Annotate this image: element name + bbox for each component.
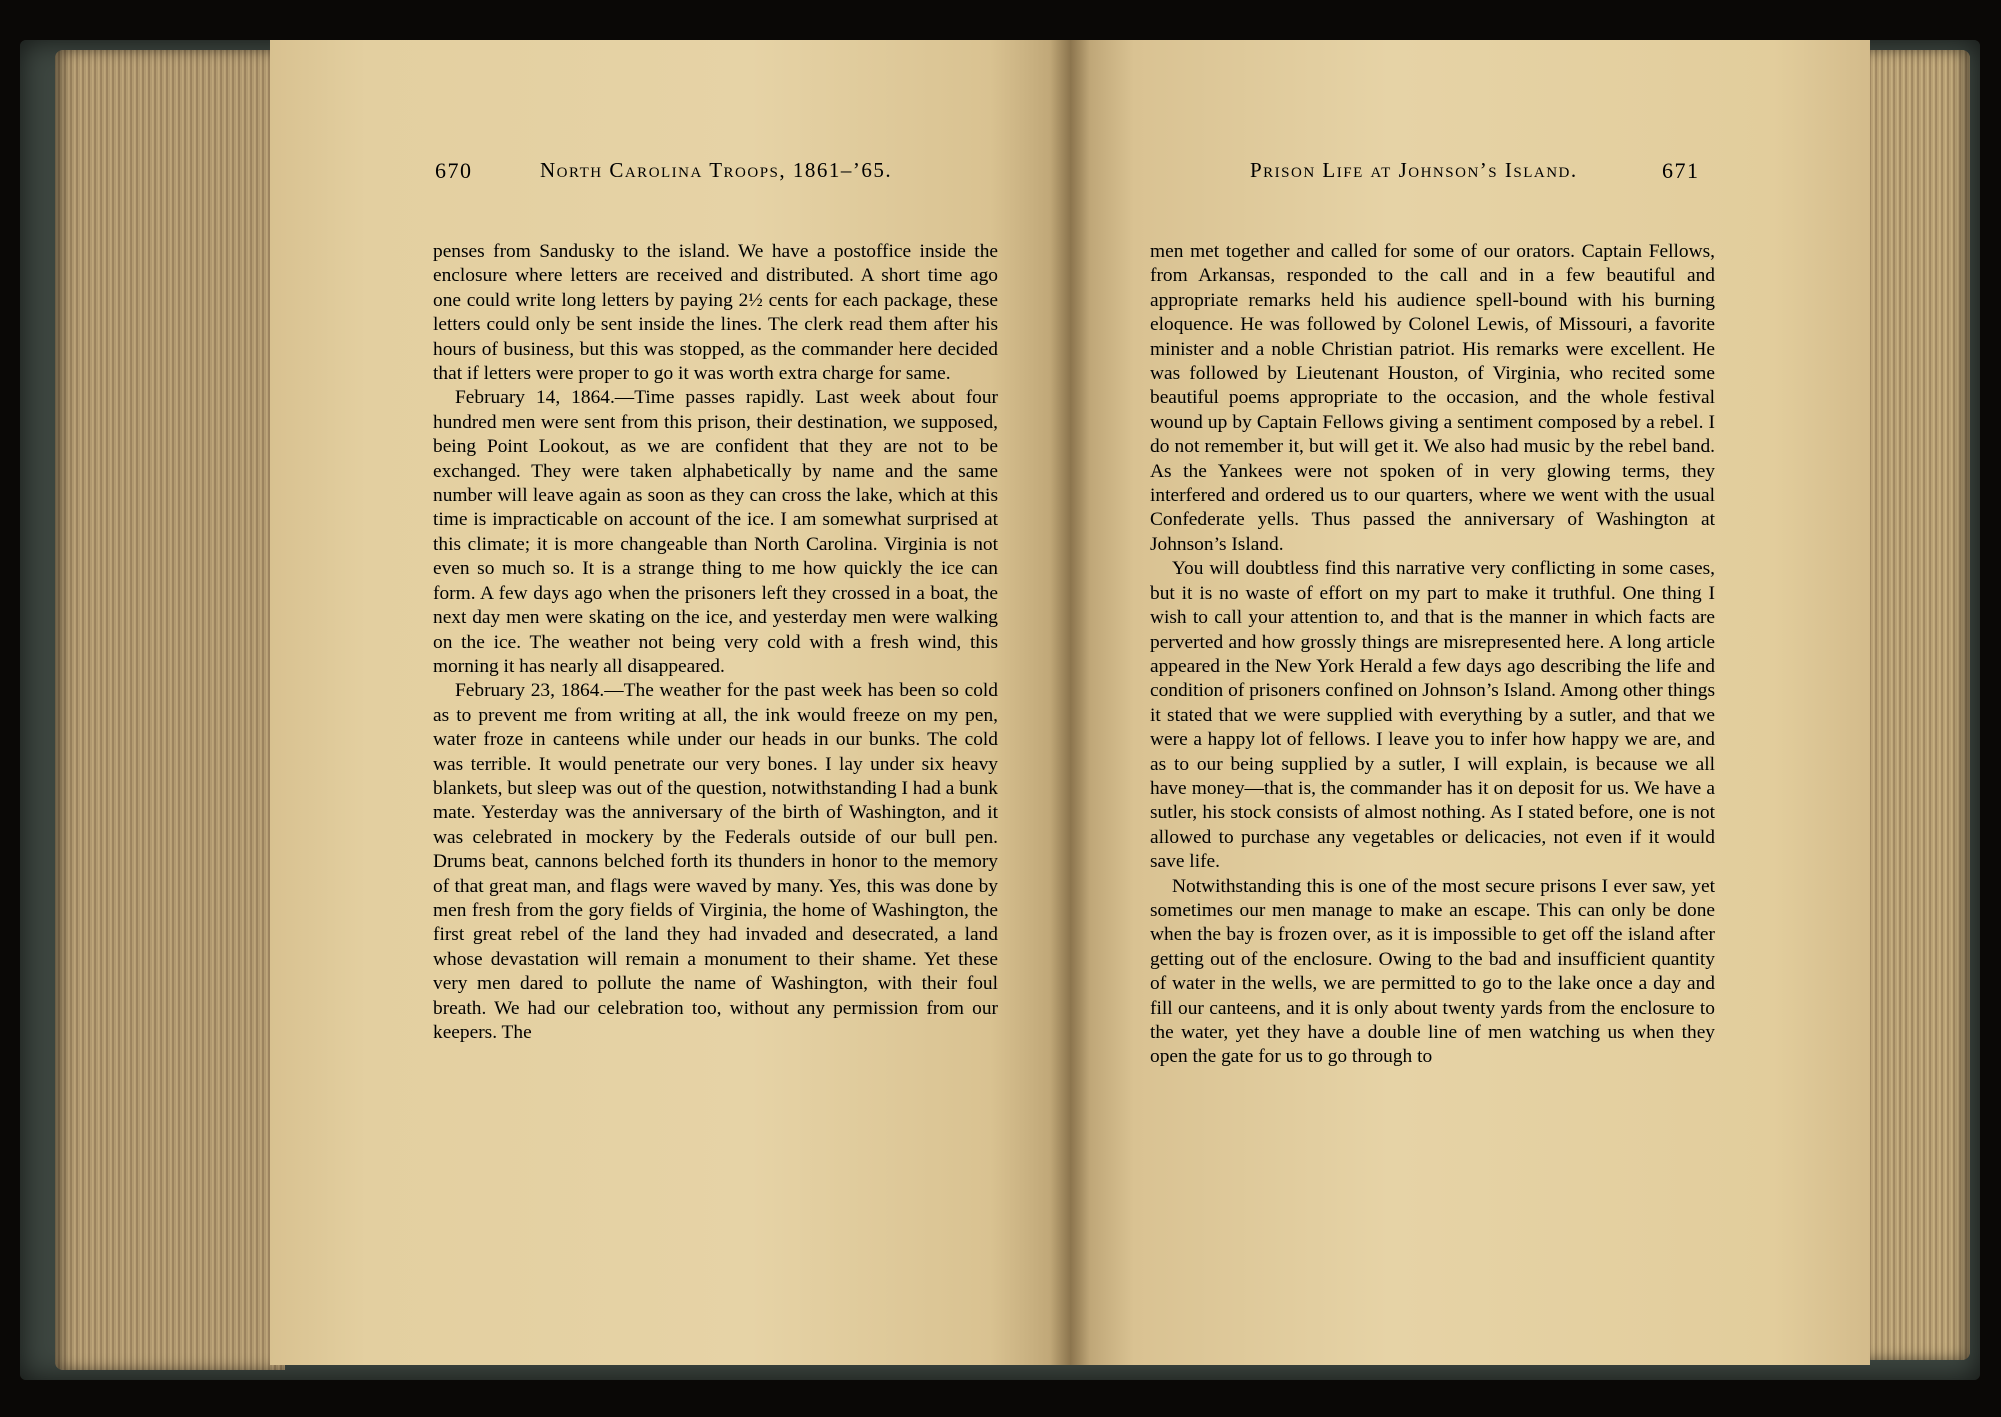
right-running-title: Prison Life at Johnson’s Island. [1250, 158, 1578, 182]
left-page-header [435, 158, 995, 194]
right-page-text [1150, 240, 1715, 1070]
left-page-text [433, 240, 998, 1045]
right-page-number: 671 [1662, 158, 1700, 183]
paragraph: February 23, 1864.—The weather for the past week has been so cold as to prevent me from writing at all, the ink would freeze on my pen, water froze in canteens while under our heads in our bunks. The cold was terrible. It would penetrate our very bones. I lay under six heavy blankets, but sleep was out of the question, notwithstanding I had a bunk mate. Yesterday was the anniversary of the birth of Washington, and it was celebrated in mockery by the Federals outside of our bull pen. Drums beat, cannons belched forth its thunders in honor to the memory of that great man, and flags were waved by many. Yes, this was done by men fresh from the gory fields of Virginia, the home of Washington, the first great rebel of the land they had invaded and desecrated, a land whose devastation will remain a monument to their shame. Yet these very men dared to pollute the name of Washington, with their foul breath. We had our celebration too, without any permission from our keepers. The [433, 680, 998, 1043]
paragraph: penses from Sandusky to the island. We have a postoffice inside the enclosure where letters are received and distributed. A short time ago one could write long letters by paying 2½ cents for each package, these letters could only be sent inside the lines. The clerk read them after his hours of business, but this was stopped, as the commander here decided that if letters were proper to go it was worth extra charge for same. [433, 241, 998, 385]
left-page-number: 670 [435, 158, 473, 183]
left-page-edges [55, 50, 285, 1370]
paragraph: February 14, 1864.—Time passes rapidly. Last week about four hundred men were sent from this prison, their destination, we supposed, being Point Lookout, as we are confident that they are not to be exchanged. They were taken alphabetically by name and the same number will leave again as soon as they can cross the lake, which at this time is impracticable on account of the ice. I am somewhat surprised at this climate; it is more changeable than North Carolina. Virginia is not even so much so. It is a strange thing to me how quickly the ice can form. A few days ago when the prisoners left they crossed in a boat, the next day men were skating on the ice, and yesterday men were walking on the ice. The weather not being very cold with a fresh wind, this morning it has nearly all disappeared. [433, 387, 998, 677]
paragraph: You will doubtless find this narrative very conflicting in some cases, but it is no waste of effort on my part to make it truthful. One thing I wish to call your attention to, and that is the manner in which facts are perverted and how grossly things are misrepresented here. A long article appeared in the New York Herald a few days ago describing the life and condition of prisoners confined on Johnson’s Island. Among other things it stated that we were supplied with everything by a sutler, and that we were a happy lot of fellows. I leave you to infer how happy we are, and as to our being supplied by a sutler, I will explain, is because we all have money—that is, the commander has it on deposit for us. We have a sutler, his stock consists of almost nothing. As I stated before, one is not allowed to purchase any vegetables or delicacies, not even if it would save life. [1150, 558, 1715, 873]
paragraph: men met together and called for some of our orators. Captain Fellows, from Arkansas, responded to the call and in a few beautiful and appropriate remarks held his audience spell-bound with his burning eloquence. He was followed by Colonel Lewis, of Missouri, a favorite minister and a noble Christian patriot. His remarks were excellent. He was followed by Lieutenant Houston, of Virginia, who recited some beautiful poems appropriate to the occasion, and the whole festival wound up by Captain Fellows giving a sentiment composed by a rebel. I do not remember it, but will get it. We also had music by the rebel band. As the Yankees were not spoken of in very glowing terms, they interfered and ordered us to our quarters, where we went with the usual Confederate yells. Thus passed the anniversary of Washington at Johnson’s Island. [1150, 241, 1715, 555]
paragraph: Notwithstanding this is one of the most secure prisons I ever saw, yet sometimes our men manage to make an escape. This can only be done when the bay is frozen over, as it is impossible to get off the island after getting out of the enclosure. Owing to the bad and insufficient quantity of water in the wells, we are permitted to go to the lake once a day and fill our canteens, and it is only about twenty yards from the enclosure to the water, yet they have a double line of men watching us when they open the gate for us to go through to [1150, 875, 1715, 1068]
right-page-edges [1860, 50, 1970, 1360]
right-page-header [1150, 158, 1715, 194]
book-gutter [1050, 40, 1090, 1365]
left-running-title: North Carolina Troops, 1861–’65. [540, 158, 893, 182]
